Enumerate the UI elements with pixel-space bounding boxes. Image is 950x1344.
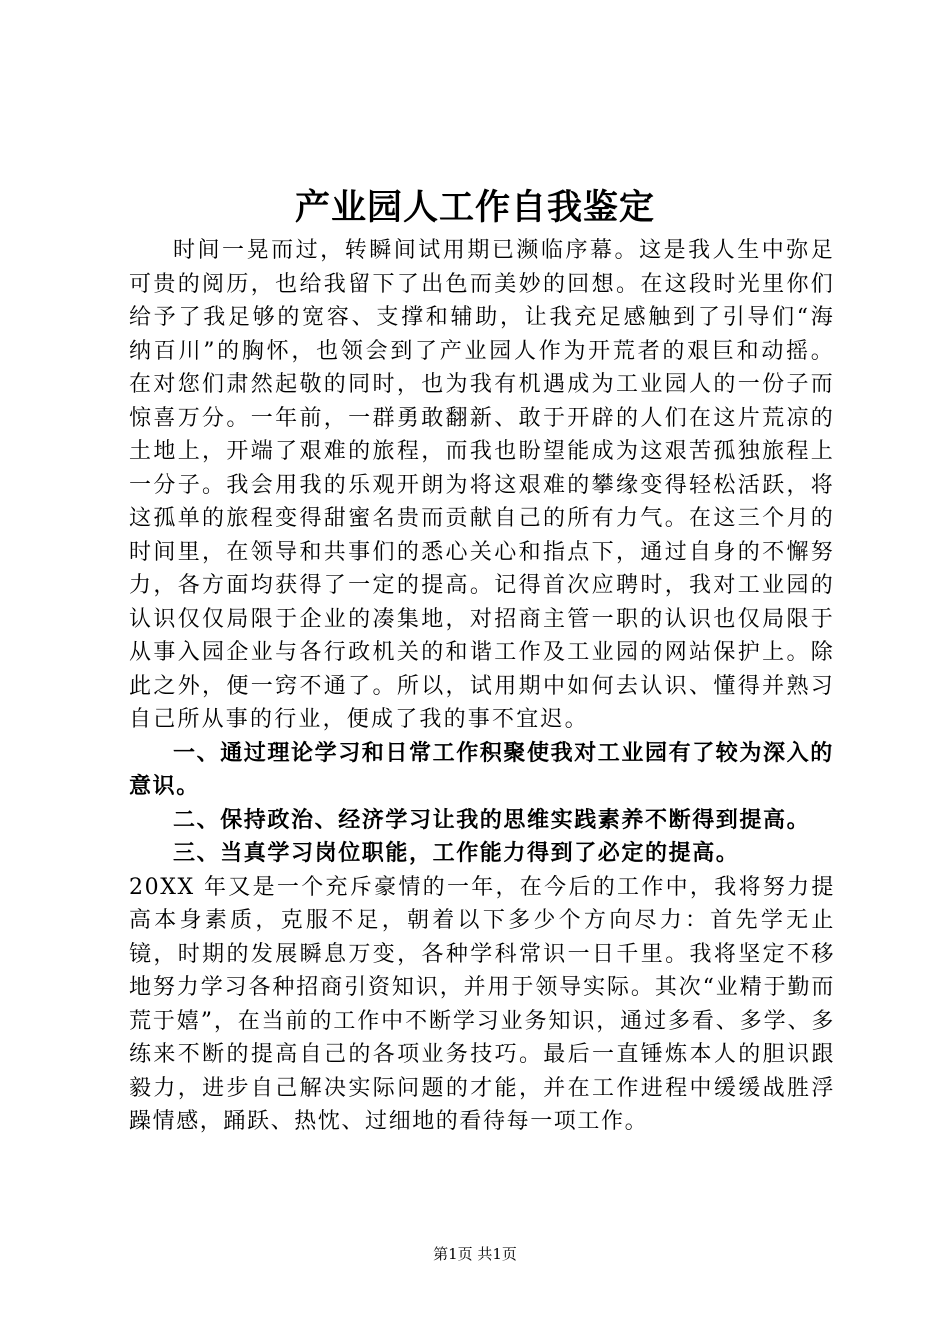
closing-paragraph: 20XX 年又是一个充斥豪情的一年，在今后的工作中，我将努力提高本身素质，克服不足，朝着以下多少个方向尽力：首先学无止镜，时期的发展瞬息万变，各种学科常识一日千里。我将坚定不移地努力学习各种招商引资知识，并用于领导实际。其次“业精于勤而荒于嬉”，在当前的工作中不断学习业务知识，通过多看、多学、多练来不断的提高自己的各项业务技巧。最后一直锤炼本人的胆识跟毅力，进步自己解决实际问题的才能，并在工作进程中缓缓战胜浮躁情感，踊跃、热忱、过细地的看待每一项工作。 (129, 874, 835, 1134)
document-body (129, 234, 835, 1139)
intro-paragraph: 时间一晃而过，转瞬间试用期已濒临序幕。这是我人生中弥足可贵的阅历，也给我留下了出色而美妙的回想。在这段时光里你们给予了我足够的宽容、支撑和辅助，让我充足感触到了引导们“海纳百川”的胸怀，也领会到了产业园人作为开荒者的艰巨和动摇。在对您们肃然起敬的同时，也为我有机遇成为工业园人的一份子而惊喜万分。一年前，一群勇敢翻新、敢于开辟的人们在这片荒凉的土地上，开端了艰难的旅程，而我也盼望能成为这艰苦孤独旅程上一分子。我会用我的乐观开朗为将这艰难的攀缘变得轻松活跃，将这孤单的旅程变得甜蜜名贵而贡献自己的所有力气。在这三个月的时间里，在领导和共事们的悉心关心和指点下，通过自身的不懈努力，各方面均获得了一定的提高。记得首次应聘时，我对工业园的认识仅仅局限于企业的凑集地，对招商主管一职的认识也仅局限于从事入园企业与各行政机关的和谐工作及工业园的网站保护上。除此之外，便一窍不通了。所以，试用期中如何去认识、懂得并熟习自己所从事的行业，便成了我的事不宜迟。 (129, 238, 835, 732)
page-number-footer: 第1页 共1页 (433, 1245, 517, 1263)
section-heading-2: 二、保持政治、经济学习让我的思维实践素养不断得到提高。 (173, 806, 811, 833)
section-heading-1: 一、通过理论学习和日常工作积聚使我对工业园有了较为深入的意识。 (129, 739, 834, 799)
section-heading-3: 三、当真学习岗位职能，工作能力得到了必定的提高。 (173, 840, 740, 866)
document-title: 产业园人工作自我鉴定 (294, 187, 655, 228)
